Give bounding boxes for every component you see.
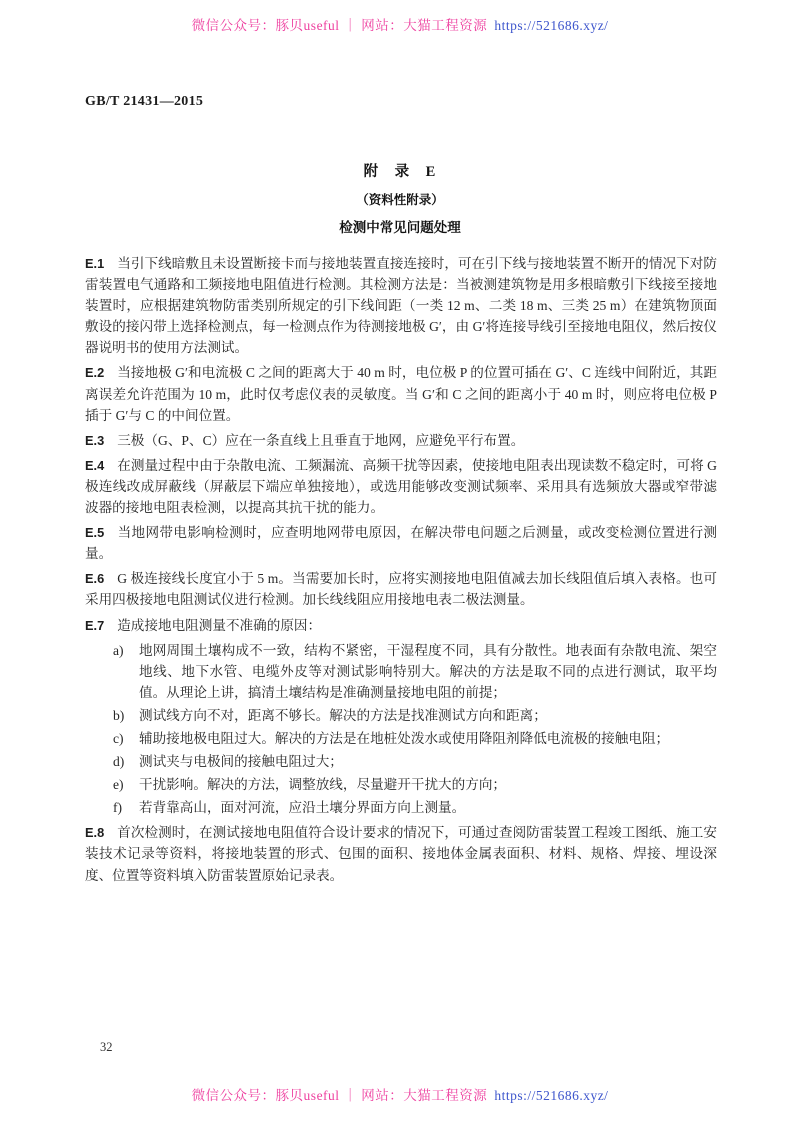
clause-e6 (85, 568, 717, 610)
list-item-f-text: 若背靠高山，面对河流，应沿土壤分界面方向上测量。 (139, 800, 466, 816)
clause-e3-text: 三极（G、P、C）应在一条直线上且垂直于地网，应避免平行布置。 (117, 432, 525, 448)
clause-e8-text: 首次检测时，在测试接地电阻值符合设计要求的情况下，可通过查阅防雷装置工程竣工图纸、施工安装技术记录等资料，将接地装置的形式、包围的面积、接地体金属表面积、材料、规格、焊接、埋设深度、位置等资料填入防雷装置原始记录表。 (85, 825, 717, 883)
list-item-c-text: 辅助接地极电阻过大。解决的方法是在地桩处泼水或使用降阻剂降低电流极的接触电阻； (139, 730, 670, 746)
list-item-b-label: b) (113, 707, 125, 723)
list-item-f (113, 797, 717, 818)
list-item-d (113, 751, 717, 772)
watermark-footer-text: 微信公众号：豚贝useful ｜ 网站：大猫工程资源 (191, 1088, 488, 1103)
clause-e3 (85, 430, 717, 451)
list-item-c (113, 728, 717, 749)
list-item-a-label: a) (113, 642, 124, 658)
list-item-e-label: e) (113, 777, 124, 793)
clause-e4-text: 在测量过程中由于杂散电流、工频漏流、高频干扰等因素，使接地电阻表出现读数不稳定时，可将 G 极连线改成屏蔽线（屏蔽层下端应单独接地），或选用能够改变测试频率、采用具有选频放大器或窄带滤波器的接地电阻表检测，以提高其抗干扰的能力。 (85, 457, 717, 516)
document-body (85, 253, 717, 890)
list-item-a (113, 640, 717, 703)
list-item-d-label: d) (113, 754, 125, 770)
page-number: 32 (100, 1040, 113, 1054)
appendix-subtitle: （资料性附录） (356, 193, 444, 207)
appendix-title: 附 录 E (363, 164, 437, 180)
clause-e8-label: E.8 (85, 825, 105, 841)
watermark-footer (0, 1084, 800, 1104)
watermark-header-link[interactable]: https://521686.xyz/ (494, 18, 609, 33)
list-item-b (113, 705, 717, 726)
list-item-d-text: 测试夹与电极间的接触电阻过大； (139, 754, 343, 770)
list-item-a-text: 地网周围土壤构成不一致，结构不紧密，干湿程度不同，具有分散性。地表面有杂散电流、架空地线、地下水管、电缆外皮等对测试影响特别大。解决的方法是取不同的点进行测试，取平均值。从理论上讲，搞清土壤结构是准确测量接地电阻的前提； (139, 642, 717, 700)
watermark-footer-link[interactable]: https://521686.xyz/ (494, 1088, 609, 1103)
list-item-e-text: 干扰影响。解决的方法，调整放线，尽量避开干扰大的方向； (139, 777, 507, 793)
clause-e3-label: E.3 (85, 432, 105, 448)
clause-e4 (85, 455, 717, 518)
list-item-e (113, 774, 717, 795)
appendix-title-block (0, 160, 800, 236)
clause-e5 (85, 522, 717, 564)
clause-e7-subitems (113, 640, 717, 819)
clause-e2-text: 当接地极 G′和电流极 C 之间的距离大于 40 m 时，电位极 P 的位置可插在 G′、C 连线中间附近，其距离误差允许范围为 10 m，此时仅考虑仪表的灵敏度。当 G′和 C 之间的距离小于 40 m 时，则应将电位极 P 插于 G′与 C 的中间位置。 (85, 365, 717, 423)
clause-e2-label: E.2 (85, 365, 105, 381)
list-item-b-text: 测试线方向不对，距离不够长。解决的方法是找准测试方向和距离； (139, 707, 547, 723)
clause-e6-text: G 极连接线长度宜小于 5 m。当需要加长时，应将实测接地电阻值减去加长线阻值后填入表格。也可采用四极接地电阻测试仪进行检测。加长线线阻应用接地电表二极法测量。 (85, 571, 717, 608)
clause-e7 (85, 615, 717, 636)
list-item-c-label: c) (113, 730, 124, 746)
appendix-heading: 检测中常见问题处理 (339, 220, 461, 235)
clause-e5-label: E.5 (85, 525, 105, 541)
clause-e7-label: E.7 (85, 617, 105, 633)
clause-e6-label: E.6 (85, 571, 105, 587)
clause-e1-text: 当引下线暗敷且未设置断接卡而与接地装置直接连接时，可在引下线与接地装置不断开的情况下对防雷装置电气通路和工频接地电阻值进行检测。其检测方法是：当被测建筑物是用多根暗敷引下线接至接地装置时，应根据建筑物防雷类别所规定的引下线间距（一类 12 m、二类 18 m、三类 25 m）在建筑物顶面敷设的接闪带上选择检测点，每一检测点作为待测接地极 G′，由 G′将连接导线引至接地电阻仪，然后按仪器说明书的使用方法测试。 (85, 256, 717, 356)
watermark-header (0, 14, 800, 34)
clause-e7-text: 造成接地电阻测量不准确的原因： (117, 617, 322, 633)
clause-e2 (85, 362, 717, 425)
clause-e8 (85, 822, 717, 885)
clause-e4-label: E.4 (85, 457, 105, 473)
standard-code: GB/T 21431—2015 (85, 94, 204, 109)
watermark-header-text: 微信公众号：豚贝useful ｜ 网站：大猫工程资源 (191, 18, 488, 33)
list-item-f-label: f) (113, 800, 123, 816)
clause-e1 (85, 253, 717, 358)
clause-e1-label: E.1 (85, 256, 105, 271)
clause-e5-text: 当地网带电影响检测时，应查明地网带电原因，在解决带电问题之后测量，或改变检测位置进行测量。 (85, 525, 717, 562)
